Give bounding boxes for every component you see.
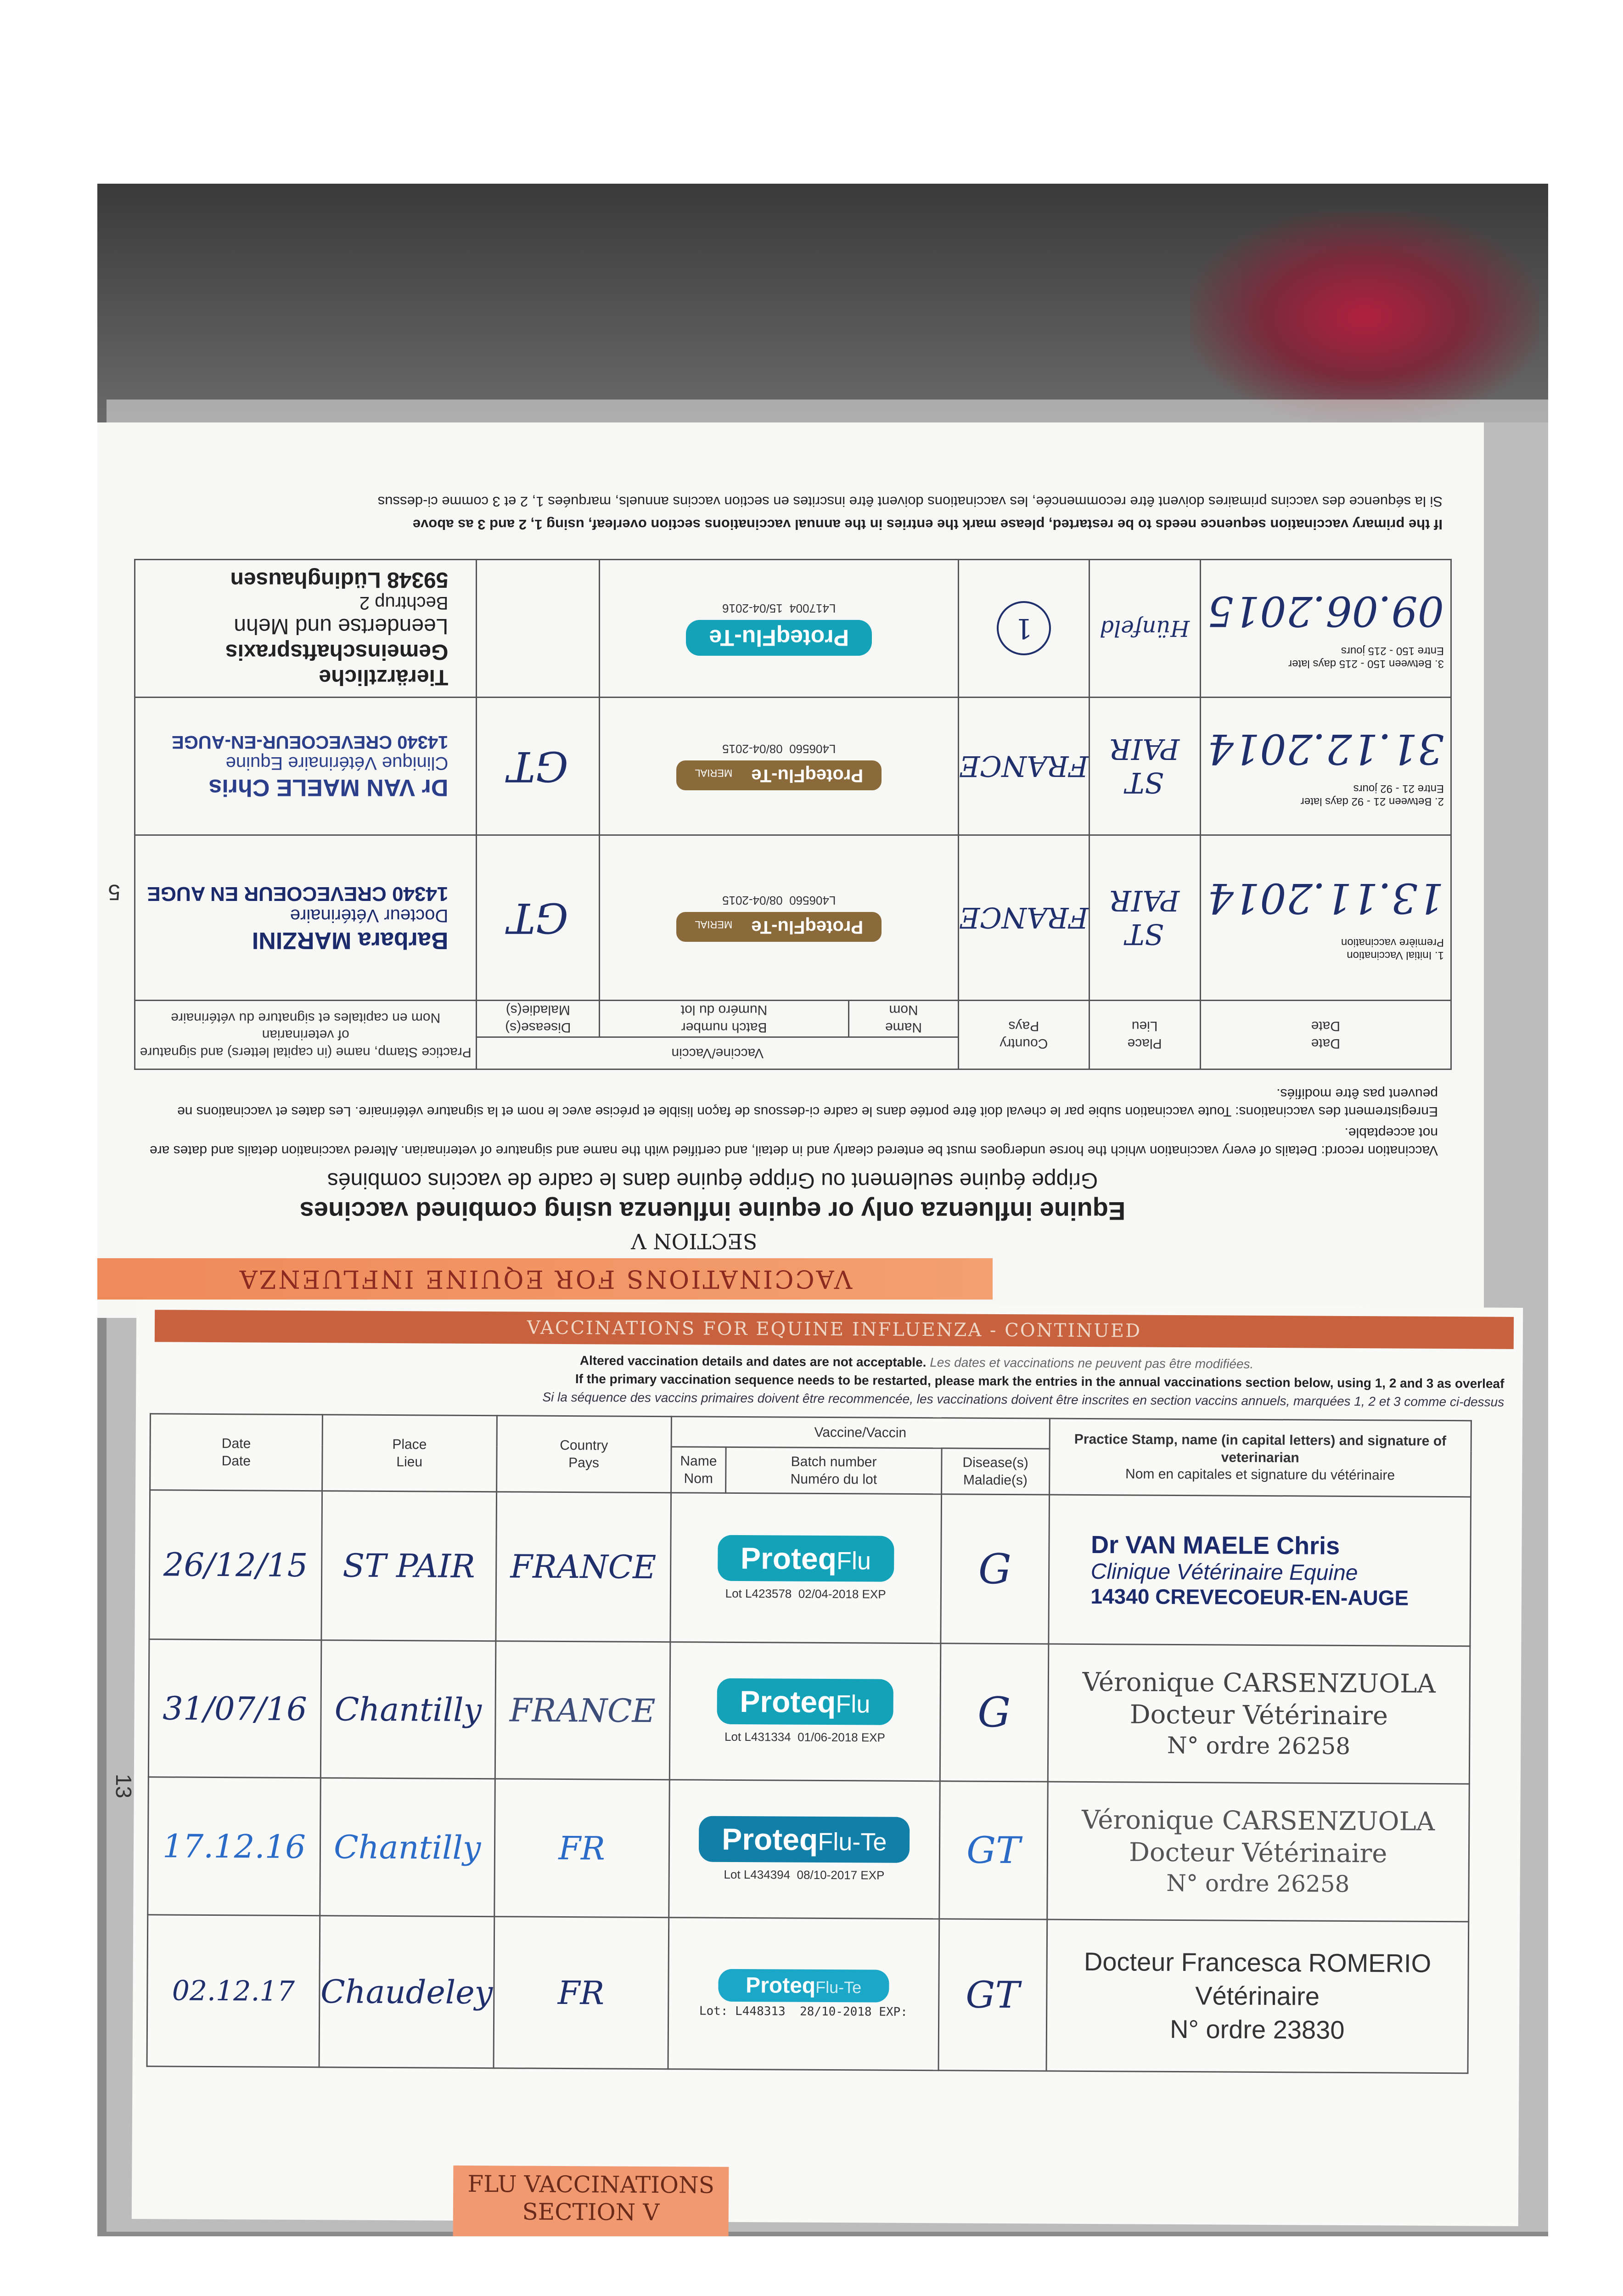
row-date-cell xyxy=(1200,835,1451,1001)
row-label: 2. Between 21 - 92 days later xyxy=(1300,795,1444,808)
handwritten-date: 26/12/15 xyxy=(149,1490,322,1640)
upper-header-country: Country Pays xyxy=(959,1001,1089,1069)
upper-header-stamp: Practice Stamp, name (in capital letters) and signature of veterinarian Nom en capitales et signature du vétérinaire xyxy=(135,1001,477,1069)
table-row xyxy=(135,698,1451,835)
handwritten-place: ST PAIR xyxy=(1089,835,1200,1001)
upper-page-section-v xyxy=(97,422,1484,1318)
lower-header-place: Place Lieu xyxy=(322,1415,497,1492)
vaccine-sticker-cell xyxy=(600,560,959,698)
page-number: 13 xyxy=(111,1773,136,1799)
vaccine-sticker-cell xyxy=(600,835,959,1001)
upper-title-en: Equine influenza only or equine influenza using combined vaccines xyxy=(299,1197,1126,1226)
handwritten-date: 13.11.2014 xyxy=(1207,874,1444,922)
handwritten-disease: G xyxy=(941,1494,1049,1644)
upper-header-batch: Batch number Numéro du lot xyxy=(600,1001,849,1037)
upper-header-band: VACCINATIONS FOR EQUINE INFLUENZA xyxy=(97,1258,993,1300)
table-row xyxy=(148,1639,1470,1784)
row-label-fr: Entre 150 - 215 jours xyxy=(1341,645,1444,657)
upper-header-name: Name Nom xyxy=(848,1001,958,1037)
handwritten-place: Chantilly xyxy=(320,1640,496,1779)
handwritten-disease xyxy=(477,560,600,698)
vet-stamp-cell xyxy=(135,560,477,698)
lower-note1: Altered vaccination details and dates are not acceptable. Les dates et vaccinations ne peuvent pas être modifiées. xyxy=(579,1353,1254,1371)
lot-number: Lot L431334 01/06-2018 EXP xyxy=(724,1729,886,1745)
vet-stamp: Dr VAN MAELE Chris Clinique Vétérinaire Equine 14340 CREVECOEUR-EN-AUGE xyxy=(1090,1531,1409,1610)
handwritten-disease: G xyxy=(940,1643,1048,1782)
handwritten-country-cell xyxy=(959,560,1089,698)
vaccine-sticker: ProteqFlu-Te xyxy=(686,620,872,656)
upper-footer-note-fr: Si la séquence des vaccins primaires doivent être recommencée, les vaccinations doivent être inscrites en section vaccins annuels, marquées 1, 2 et 3 comme ci-dessus xyxy=(377,494,1443,510)
handwritten-place: ST PAIR xyxy=(321,1491,497,1641)
handwritten-disease: GT xyxy=(477,698,600,835)
upper-footer-note-en: If the primary vaccination sequence needs to be restarted, please mark the entries in the annual vaccinations section overleaf, using 1, 2 and 3 as above xyxy=(412,517,1443,533)
lower-header-date: Date Date xyxy=(150,1414,323,1491)
handwritten-country: FR xyxy=(494,1917,669,2069)
vaccine-sticker: ProteqFlu-Te MERIAL xyxy=(676,912,882,942)
row-label-fr: Première vaccination xyxy=(1341,936,1444,949)
lower-note2-en: If the primary vaccination sequence needs to be restarted, please mark the entries in the annual vaccinations section below, using 1, 2 and 3 as overleaf xyxy=(575,1372,1505,1391)
lot-number: Lot: L448313 28/10-2018 EXP: xyxy=(699,2004,908,2019)
lower-note2-fr: Si la séquence des vaccins primaires doivent être recommencée, les vaccinations doivent être inscrites en section vaccins annuels, marquées 1, 2 et 3 comme ci-dessus xyxy=(542,1390,1505,1409)
handwritten-country: FRANCE xyxy=(959,698,1089,835)
vaccine-sticker-cell xyxy=(668,1780,940,1919)
vaccine-sticker-cell xyxy=(669,1642,941,1781)
vaccine-sticker: ProteqFlu-Te MERIAL xyxy=(676,761,882,791)
upper-page-mark: 5 xyxy=(108,880,120,904)
handwritten-country: FRANCE xyxy=(959,835,1089,1001)
table-row xyxy=(149,1490,1471,1646)
lower-vaccination-table xyxy=(146,1413,1472,2074)
lower-header-name: Name Nom xyxy=(671,1447,726,1493)
table-row xyxy=(135,560,1451,698)
vaccine-sticker: ProteqFlu-Te xyxy=(718,1969,889,2003)
vet-stamp-cell xyxy=(135,835,477,1001)
handwritten-place: Hünfeld xyxy=(1089,560,1200,698)
handwritten-country: 1 xyxy=(997,602,1051,656)
upper-vaccination-table xyxy=(134,559,1452,1070)
upper-header-disease: Disease(s) Maladie(s) xyxy=(477,1001,600,1037)
handwritten-country: FR xyxy=(494,1779,669,1918)
lower-page-section-v-continued xyxy=(111,1300,1523,2226)
lot-number: Lot L423578 02/04-2018 EXP xyxy=(725,1586,886,1601)
vet-stamp-cell xyxy=(1048,1495,1471,1646)
lot-number: L417004 15/04-2016 xyxy=(722,602,836,615)
vet-stamp-cell xyxy=(1046,1919,1469,2073)
vaccine-sticker: ProteqFlu xyxy=(718,1535,894,1581)
upper-header-place: Place Lieu xyxy=(1089,1001,1200,1069)
lower-header-disease: Disease(s) Maladie(s) xyxy=(941,1448,1049,1495)
vet-stamp: Véronique CARSENZUOLA Docteur Vétérinaire N° ordre 26258 xyxy=(1081,1805,1435,1898)
lot-number: L406560 08/04-2015 xyxy=(722,894,836,908)
handwritten-place: ST PAIR xyxy=(1089,698,1200,835)
row-label: 1. Initial Vaccination xyxy=(1347,949,1444,962)
vaccine-sticker-cell xyxy=(600,698,959,835)
vet-stamp: Véronique CARSENZUOLA Docteur Vétérinaire N° ordre 26258 xyxy=(1082,1667,1436,1760)
vaccine-sticker: ProteqFlu xyxy=(717,1678,893,1725)
vaccine-sticker-cell xyxy=(668,1918,939,2071)
upper-section-label: SECTION V xyxy=(631,1229,758,1254)
lot-number: Lot L434394 08/10-2017 EXP xyxy=(724,1867,885,1882)
vaccine-sticker: ProteqFlu-Te xyxy=(699,1816,910,1863)
upper-header-date: Date Date xyxy=(1200,1001,1451,1069)
handwritten-disease: GT xyxy=(938,1919,1047,2071)
lower-header-vaccine: Vaccine/Vaccin xyxy=(671,1417,1050,1449)
handwritten-country: FRANCE xyxy=(496,1492,671,1642)
handwritten-date: 02.12.17 xyxy=(147,1915,320,2067)
handwritten-date: 17.12.16 xyxy=(148,1777,320,1916)
table-row xyxy=(147,1915,1469,2073)
row-label-fr: Entre 21 - 92 jours xyxy=(1353,782,1444,795)
vet-stamp-cell xyxy=(1048,1644,1470,1784)
scan-red-reflection xyxy=(1190,211,1539,422)
upper-title-fr: Grippe équine seulement ou Grippe équine dans le cadre de vaccins combinés xyxy=(327,1168,1098,1193)
handwritten-place: Chantilly xyxy=(320,1778,495,1917)
handwritten-place: Chaudeley xyxy=(319,1916,494,2068)
handwritten-date: 31/07/16 xyxy=(148,1639,321,1778)
row-date-cell xyxy=(1200,698,1451,835)
vet-stamp: Barbara MARZINI Docteur Vétérinaire 14340 CREVECOEUR EN AUGE xyxy=(147,882,449,954)
section-footer-tab: FLU VACCINATIONS SECTION V xyxy=(453,2166,729,2236)
vet-stamp: Tierärztliche Gemeinschaftspraxis Leendertse und Mehn Bechtrup 2 59348 Lüdinghausen xyxy=(225,568,449,689)
handwritten-country: FRANCE xyxy=(495,1641,670,1780)
lower-header-country: Country Pays xyxy=(496,1416,671,1493)
scanned-passport-spread xyxy=(97,184,1548,2236)
handwritten-disease: GT xyxy=(939,1781,1048,1919)
upper-intro-fr: Enregistrement des vaccinations: Toute vaccination subie par le cheval doit être portée dans le cadre ci-dessous de façon lisible et précise avec le nom et la signature vétérinaire. Les dates et vaccinations ne peuvent pas être modifiés. xyxy=(177,1086,1438,1119)
row-date-cell xyxy=(1200,560,1451,698)
handwritten-date: 31.12.2014 xyxy=(1207,725,1444,773)
vet-stamp-cell xyxy=(1047,1782,1469,1922)
upper-intro-en: Vaccination record: Details of every vaccination which the horse undergoes must be entered clearly and in detail, and certified with the name and signature of veterinarian. Altered vaccination details and dates are not acceptable. xyxy=(149,1125,1438,1158)
table-row xyxy=(148,1777,1470,1922)
lower-header-band: VACCINATIONS FOR EQUINE INFLUENZA - CONTINUED xyxy=(155,1310,1514,1349)
vet-stamp: Docteur Francesca ROMERIO Vétérinaire N° ordre 23830 xyxy=(1084,1947,1432,2044)
vet-stamp: Dr VAN MAELE Chris Clinique Vétérinaire Equine 14340 CREVECOEUR-EN-AUGE xyxy=(171,732,449,801)
row-label: 3. Between 150 - 215 days later xyxy=(1288,658,1444,670)
vet-stamp-cell xyxy=(135,698,477,835)
handwritten-disease: GT xyxy=(477,835,600,1001)
lower-header-batch: Batch number Numéro du lot xyxy=(726,1447,942,1494)
table-row xyxy=(135,835,1451,1001)
lower-header-stamp: Practice Stamp, name (in capital letters) and signature of veterinarian Nom en capitales et signature du vétérinaire xyxy=(1049,1418,1471,1497)
upper-header-vaccine: Vaccine/Vaccin xyxy=(477,1037,959,1069)
handwritten-date: 09.06.2015 xyxy=(1207,587,1444,635)
vaccine-sticker-cell xyxy=(670,1493,941,1643)
lot-number: L406560 08/04-2015 xyxy=(722,742,836,756)
